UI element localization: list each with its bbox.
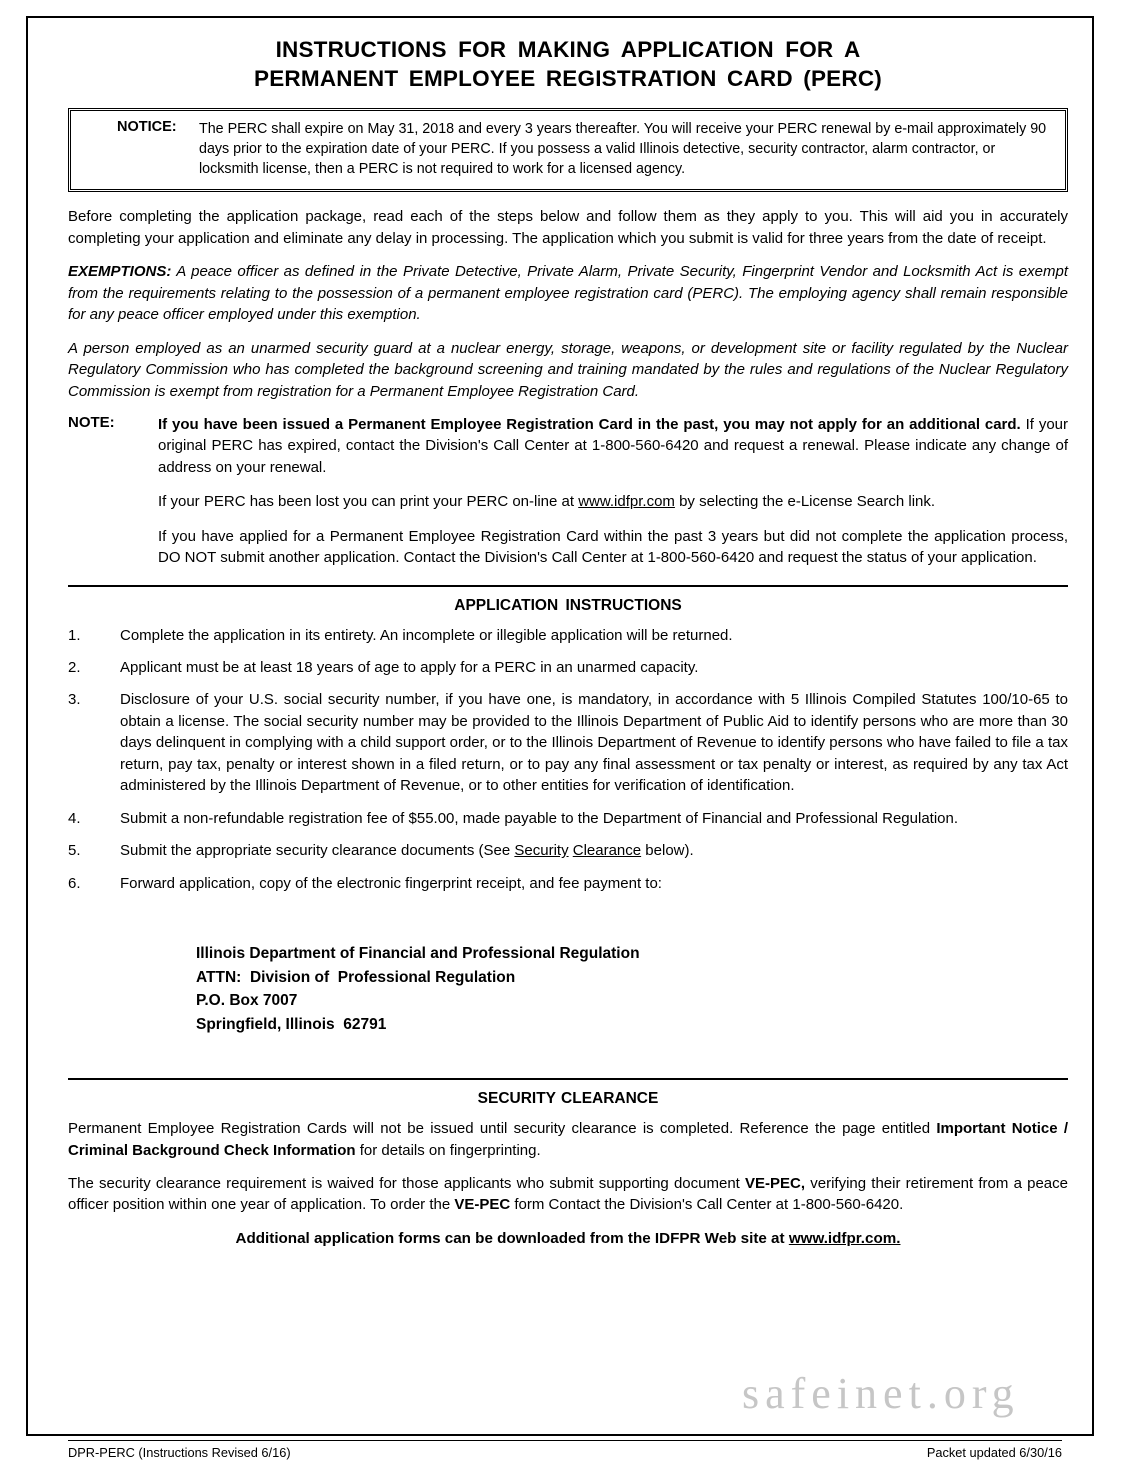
security-clearance-link-part-1[interactable]: Security (514, 842, 569, 860)
watermark: safeinet.org (742, 1369, 1020, 1418)
note-paragraph-2-pre: If your PERC has been lost you can print your PERC on-line at (158, 493, 575, 511)
footer-left-text: DPR-PERC (Instructions Revised 6/16) (68, 1445, 291, 1460)
document-body (68, 36, 1068, 1262)
security-clearance-paragraph-2 (68, 1173, 1068, 1216)
address-line-4: Springfield, Illinois 62791 (196, 1015, 387, 1033)
mailing-address (196, 942, 1068, 1036)
list-item (68, 840, 1068, 861)
list-item (68, 689, 1068, 796)
list-item (68, 873, 1068, 894)
sc-p2-bold-1: VE-PEC, (745, 1175, 806, 1193)
step-text (120, 840, 1068, 861)
exemptions-heading: EXEMPTIONS: (68, 263, 172, 281)
notice-label: NOTICE: (117, 118, 177, 135)
intro-paragraph: Before completing the application package, read each of the steps below and follow them as they apply to you. This will aid you in accurately completing your application and eliminate any delay in processing. The application which you submit is valid for three years from the date of receipt. (68, 208, 1068, 247)
application-steps-list (68, 625, 1068, 894)
note-label: NOTE: (68, 413, 115, 431)
section-heading-security-clearance: SECURITY CLEARANCE (477, 1090, 659, 1108)
exemptions-paragraph-2: A person employed as an unarmed security guard at a nuclear energy, storage, weapons, or development site or facility regulated by the Nuclear Regulatory Commission who has completed the background screening and training mandated by the rules and regulations of the Nuclear Regulatory Commission is exempt from registration for a Permanent Employee Registration Card. (68, 339, 1068, 400)
sc-p1-pre: Permanent Employee Registration Cards will not be issued until security clearance is completed. Reference the page entitled (68, 1120, 931, 1138)
exemptions-text-1: A peace officer as defined in the Private Detective, Private Alarm, Private Security, Fingerprint Vendor and Locksmith Act is exempt from the requirements relating to the possession of a permanent employee registration card (PERC). The employing agency shall remain responsible for any peace officer employed under this exemption. (68, 263, 1068, 324)
step-number: 6. (68, 874, 81, 892)
page-footer (68, 1440, 1062, 1460)
page-title (68, 36, 1068, 94)
exemptions-paragraph-1 (68, 261, 1068, 325)
step-number: 4. (68, 809, 81, 827)
step5-pre: Submit the appropriate security clearance documents (See (120, 842, 511, 860)
note-paragraph-3: If you have applied for a Permanent Employee Registration Card within the past 3 years but did not complete the application process, DO NOT submit another application. Contact the Division's Call Center at 1-800-560-6420 and request the status of your application. (158, 527, 1068, 567)
step-text: Submit a non-refundable registration fee of $55.00, made payable to the Department of Financial and Professional Regulation. (120, 809, 959, 827)
page-title-line-2: PERMANENT EMPLOYEE REGISTRATION CARD (PERC) (254, 65, 882, 91)
idfpr-website-link[interactable]: www.idfpr.com (578, 493, 675, 511)
step-number: 5. (68, 842, 81, 860)
list-item (68, 625, 1068, 646)
notice-box (68, 108, 1068, 193)
idfpr-website-link-footer[interactable]: www.idfpr.com. (788, 1229, 901, 1247)
step-text: Forward application, copy of the electronic fingerprint receipt, and fee payment to: (120, 874, 662, 892)
step-number: 1. (68, 626, 81, 644)
note-paragraph-2 (158, 491, 1068, 512)
note-paragraph-1 (158, 414, 1068, 478)
section-heading-application-instructions: APPLICATION INSTRUCTIONS (454, 596, 682, 614)
sc-p2-post: form Contact the Division's Call Center at 1-800-560-6420. (514, 1196, 904, 1214)
sc-p1-bold: Important Notice / Criminal Background Check Information (68, 1120, 1068, 1159)
step-number: 2. (68, 659, 81, 677)
divider-security-clearance (68, 1078, 1068, 1080)
list-item (68, 657, 1068, 678)
document-page (26, 16, 1094, 1460)
divider-application-instructions (68, 585, 1068, 587)
step-text: Applicant must be at least 18 years of age to apply for a PERC in an unarmed capacity. (120, 659, 699, 677)
sc-p2-pre: The security clearance requirement is waived for those applicants who submit supporting document (68, 1175, 740, 1193)
step5-post: below). (645, 842, 694, 860)
step-text: Complete the application in its entirety. An incomplete or illegible application will be returned. (120, 626, 733, 644)
sc-p1-post: for details on fingerprinting. (359, 1141, 541, 1159)
address-line-3: P.O. Box 7007 (196, 992, 298, 1010)
list-item (68, 808, 1068, 829)
note-block (68, 414, 1068, 569)
security-clearance-paragraph-1 (68, 1118, 1068, 1161)
note-paragraph-1-bold: If you have been issued a Permanent Employee Registration Card in the past, you may not apply for an additional card. (158, 415, 1021, 433)
download-forms-text: Additional application forms can be downloaded from the IDFPR Web site at (235, 1229, 785, 1247)
step-text: Disclosure of your U.S. social security number, if you have one, is mandatory, in accordance with 5 Illinois Compiled Statutes 100/10-65 to obtain a license. The social security number may be provided to the Illinois Department of Public Aid to identify persons who are more than 30 days delinquent in complying with a child support order, or to the Illinois Department of Revenue to identify persons who have failed to file a tax return, pay tax, penalty or interest shown in a filed return, or to pay any final assessment or tax penalty or interest, as required by any tax Act administered by the Illinois Department of Revenue, or to other entities for verification of identification. (120, 691, 1068, 795)
security-clearance-link-part-2[interactable]: Clearance (572, 842, 642, 860)
sc-p2-bold-2: VE-PEC (454, 1196, 511, 1214)
note-body (158, 414, 1068, 569)
note-paragraph-1-rest: If your original PERC has expired, contact the Division's Call Center at 1-800-560-6420 and request a renewal. Please indicate any change of address on your renewal. (158, 415, 1069, 476)
page-title-line-1: INSTRUCTIONS FOR MAKING APPLICATION FOR A (275, 37, 861, 62)
step-number: 3. (68, 691, 81, 709)
notice-text: The PERC shall expire on May 31, 2018 and every 3 years thereafter. You will receive your PERC renewal by e-mail approximately 90 days prior to the expiration date of your PERC. If you possess a valid Illinois detective, security contractor, alarm contractor, or locksmith license, then a PERC is not required to work for a licensed agency. (199, 120, 1047, 178)
address-line-1: Illinois Department of Financial and Professional Regulation (196, 944, 640, 962)
note-paragraph-2-post: by selecting the e-License Search link. (679, 493, 936, 511)
download-forms-note (68, 1230, 1068, 1247)
footer-right-text: Packet updated 6/30/16 (926, 1445, 1062, 1460)
sc-p2-mid: verifying their retirement from a peace officer position within one year of application. To order the (68, 1175, 1068, 1214)
address-line-2: ATTN: Division of Professional Regulation (196, 968, 516, 986)
